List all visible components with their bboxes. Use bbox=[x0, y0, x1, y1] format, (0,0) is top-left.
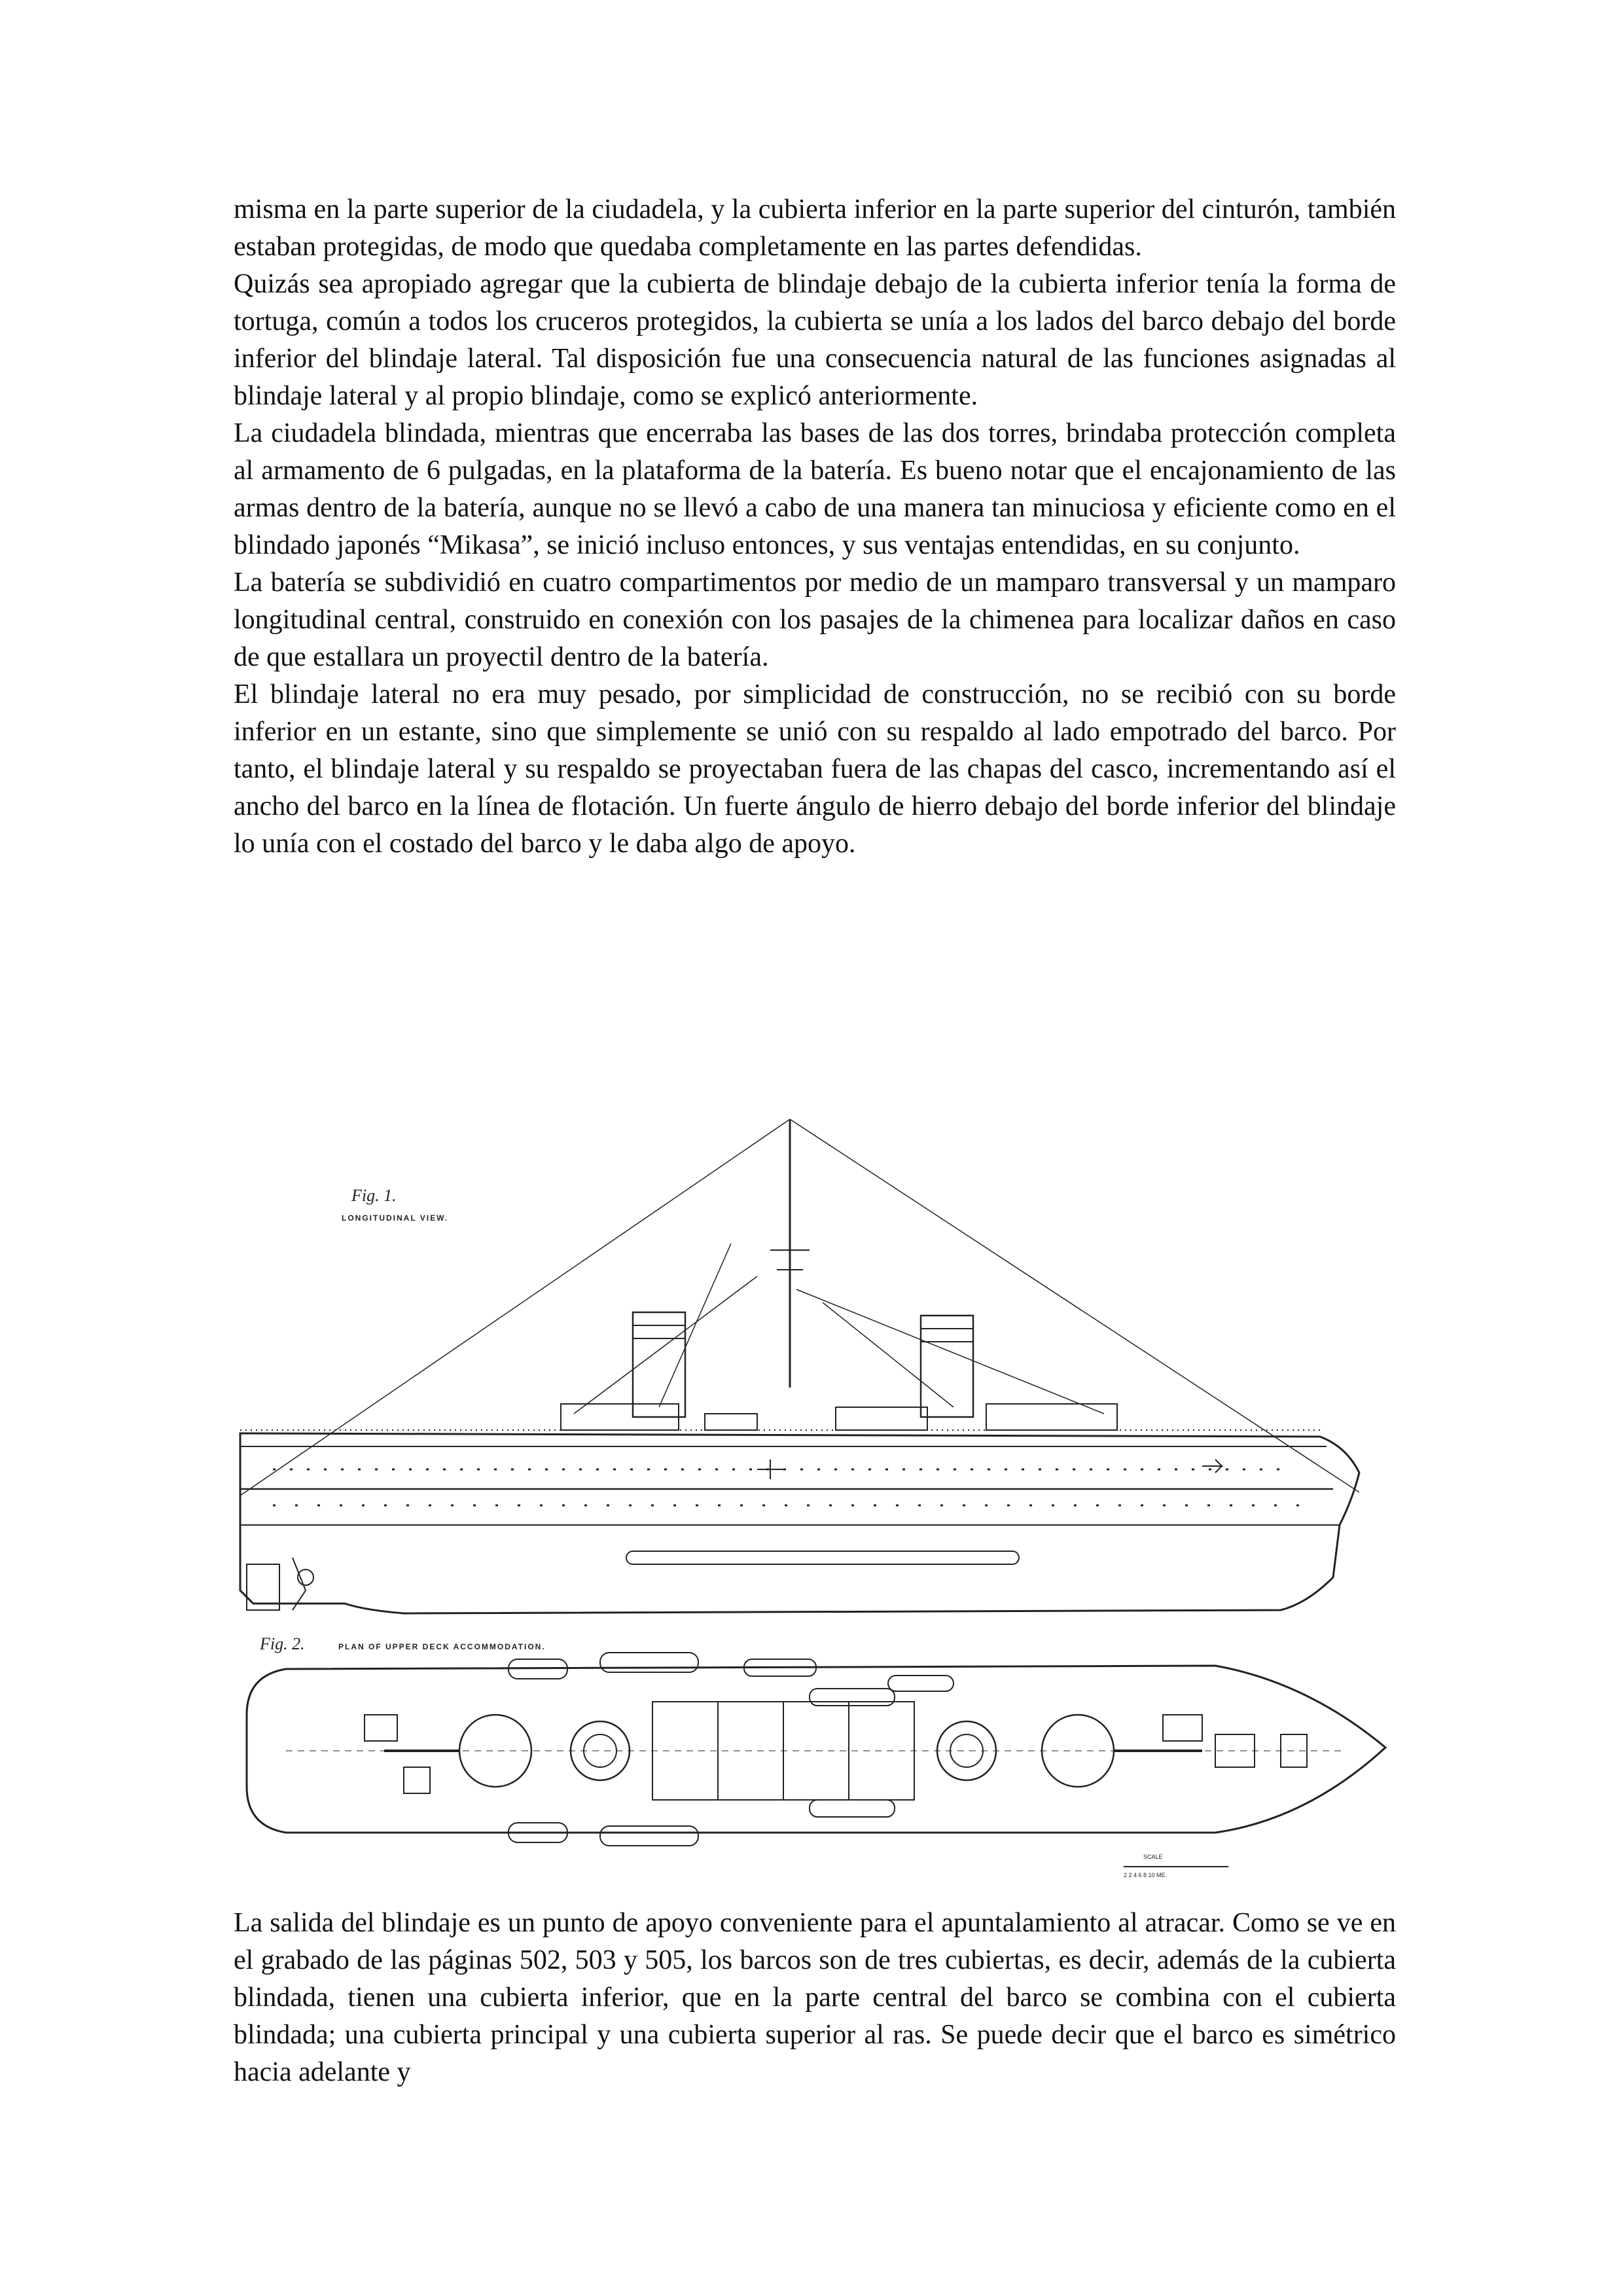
paragraph-3: La ciudadela blindada, mientras que encerraba las bases de las dos torres, brindaba protección completa al armamento de 6 pulgadas, en la plataforma de la batería. Es bueno notar que el encajonamiento de las armas dentro de la batería, aunque no se llevó a cabo de una manera tan minuciosa y eficiente como en el blindado japonés “Mikasa”, se inició incluso entonces, y sus ventajas entendidas, en su conjunto. bbox=[234, 418, 1396, 560]
paragraph-5: El blindaje lateral no era muy pesado, por simplicidad de construcción, no se recibió con su borde inferior en un estante, sino que simplemente se unió con su respaldo al lado empotrado del barco. Por tanto, el blindaje lateral y su respaldo se proyectaban fuera de las chapas del casco, incrementando así el ancho del barco en la línea de flotación. Un fuerte ángulo de hierro debajo del borde inferior del blindaje lo unía con el costado del barco y le daba algo de apoyo. bbox=[234, 679, 1396, 859]
paragraph-2: Quizás sea apropiado agregar que la cubierta de blindaje debajo de la cubierta inferior tenía la forma de tortuga, común a todos los cruceros protegidos, la cubierta se unía a los lados del barco debajo del borde inferior del blindaje lateral. Tal disposición fue una consecuencia natural de las funciones asignadas al blindaje lateral y al propio blindaje, como se explicó anteriormente. bbox=[234, 269, 1396, 411]
fig2-label: Fig. 2. bbox=[260, 1634, 305, 1653]
paragraph-1: misma en la parte superior de la ciudadela, y la cubierta inferior en la parte superior del cinturón, también estaban protegidas, de modo que quedaba completamente en las partes defendidas. bbox=[234, 194, 1396, 262]
body-text-bottom bbox=[234, 1905, 1396, 2091]
ship-drawing-svg bbox=[234, 1106, 1396, 1892]
fig1-label: Fig. 1. bbox=[351, 1186, 397, 1205]
fig1-caption: LONGITUDINAL VIEW. bbox=[342, 1213, 449, 1223]
scale-title: SCALE bbox=[1143, 1854, 1163, 1860]
fig1-longitudinal-view bbox=[240, 1119, 1359, 1613]
body-text-top bbox=[234, 191, 1396, 863]
ship-drawing-figure bbox=[234, 1106, 1396, 1892]
scale-ticks: 2 2 4 6 8 10 ME. bbox=[1124, 1872, 1168, 1878]
fig2-plan-view bbox=[247, 1634, 1385, 1878]
paragraph-4: La batería se subdividió en cuatro compartimentos por medio de un mamparo transversal y un mamparo longitudinal central, construido en conexión con los pasajes de la chimenea para localizar daños en caso de que estallara un proyectil dentro de la batería. bbox=[234, 567, 1396, 672]
fig2-caption: PLAN OF UPPER DECK ACCOMMODATION. bbox=[338, 1642, 546, 1651]
paragraph-6: La salida del blindaje es un punto de apoyo conveniente para el apuntalamiento al atracar. Como se ve en el grabado de las páginas 502, 503 y 505, los barcos son de tres cubiertas, es decir, además de la cubierta blindada, tienen una cubierta inferior, que en la parte central del barco se combina con el cubierta blindada; una cubierta principal y una cubierta superior al ras. Se puede decir que el barco es simétrico hacia adelante y bbox=[234, 1908, 1396, 2087]
